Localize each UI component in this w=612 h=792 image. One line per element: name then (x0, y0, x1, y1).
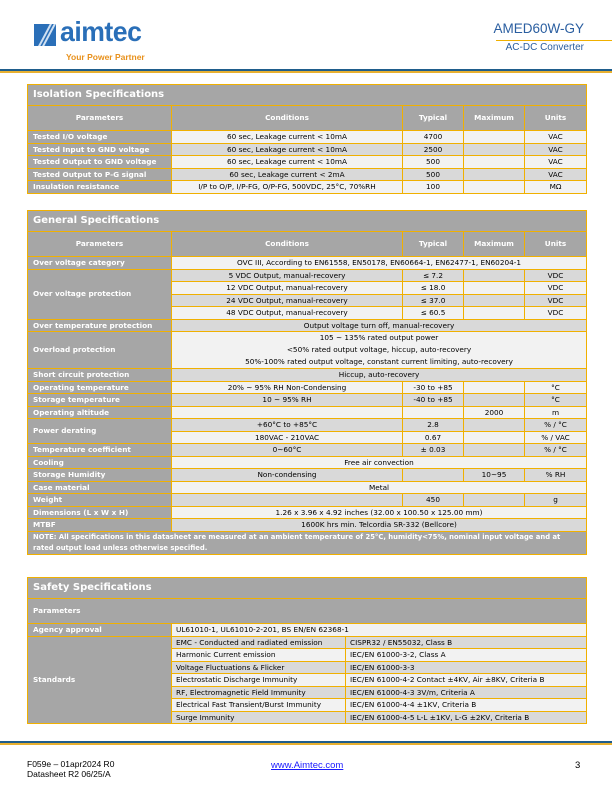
condition: 5 VDC Output, manual-recovery (172, 269, 403, 282)
header-divider (0, 69, 612, 73)
unit: °C (525, 381, 587, 394)
standard-ref: IEC/EN 61000-3-2, Class A (346, 649, 587, 662)
overload-line: <50% rated output voltage, hiccup, auto-recovery (286, 345, 472, 354)
maximum-value (464, 444, 525, 457)
maximum-value (464, 307, 525, 320)
table-row (28, 381, 587, 394)
standard-name: Electrostatic Discharge Immunity (172, 674, 346, 687)
param-label: Case material (28, 481, 172, 494)
page-number: 3 (575, 760, 581, 771)
typical-value: 4700 (403, 131, 464, 144)
unit: m (525, 406, 587, 419)
unit: % / °C (525, 444, 587, 457)
note-row (28, 531, 587, 554)
form-code: F059e – 01apr2024 R0 (27, 759, 115, 769)
table-row (28, 506, 587, 519)
standard-name: Harmonic Current emission (172, 649, 346, 662)
typical-value: -30 to +85 (403, 381, 464, 394)
unit: VAC (525, 168, 587, 181)
merged-value: 1600K hrs min. Telcordia SR-332 (Bellcore) (172, 519, 587, 532)
param-label: Short circuit protection (28, 369, 172, 382)
table-row (28, 519, 587, 532)
table-row (28, 494, 587, 507)
col-header-parameters: Parameters (28, 232, 172, 257)
condition: 180VAC - 210VAC (172, 431, 403, 444)
condition: 60 sec, Leakage current < 10mA (172, 156, 403, 169)
typical-value: 450 (403, 494, 464, 507)
table-row (28, 469, 587, 482)
param-label: Storage temperature (28, 394, 172, 407)
condition: +60°C to +85°C (172, 419, 403, 432)
standard-ref: IEC/EN 61000-4-4 ±1KV, Criteria B (346, 699, 587, 712)
param-label: Tested Output to P-G signal (28, 168, 172, 181)
maximum-value (464, 494, 525, 507)
merged-value: Free air convection (172, 456, 587, 469)
standard-name: Electrical Fast Transient/Burst Immunity (172, 699, 346, 712)
standard-name: Voltage Fluctuations & Flicker (172, 661, 346, 674)
typical-value: 2500 (403, 143, 464, 156)
typical-value: 0.67 (403, 431, 464, 444)
maximum-value (464, 156, 525, 169)
table-row (28, 257, 587, 270)
maximum-value (464, 381, 525, 394)
footer-revision (27, 760, 114, 779)
unit: g (525, 494, 587, 507)
typical-value (403, 469, 464, 482)
logo-tagline: Your Power Partner (66, 52, 145, 62)
typical-value: ≤ 60.5 (403, 307, 464, 320)
maximum-value (464, 181, 525, 194)
footer-divider (0, 741, 612, 745)
table-row (28, 369, 587, 382)
unit: VDC (525, 294, 587, 307)
unit: VDC (525, 269, 587, 282)
col-header-conditions: Conditions (172, 232, 403, 257)
safety-specs-table (27, 577, 587, 724)
condition: 10 ~ 95% RH (172, 394, 403, 407)
param-label: Operating temperature (28, 381, 172, 394)
param-label: Insulation resistance (28, 181, 172, 194)
merged-value (172, 332, 587, 369)
standard-ref: IEC/EN 61000-3-3 (346, 661, 587, 674)
maximum-value (464, 419, 525, 432)
param-label: Tested Input to GND voltage (28, 143, 172, 156)
col-header-units: Units (525, 106, 587, 131)
maximum-value (464, 168, 525, 181)
table-row (28, 332, 587, 369)
condition: 60 sec, Leakage current < 10mA (172, 143, 403, 156)
col-header-units: Units (525, 232, 587, 257)
section-title: Isolation Specifications (28, 85, 587, 106)
condition: 0~60°C (172, 444, 403, 457)
typical-value: 500 (403, 168, 464, 181)
maximum-value (464, 394, 525, 407)
isolation-specs-table (27, 84, 587, 194)
unit: VAC (525, 156, 587, 169)
general-specs-table (27, 210, 587, 555)
table-row (28, 456, 587, 469)
param-label: Operating altitude (28, 406, 172, 419)
standard-name: EMC - Conducted and radiated emission (172, 636, 346, 649)
maximum-value (464, 269, 525, 282)
standard-name: RF, Electromagnetic Field Immunity (172, 686, 346, 699)
param-label: Overload protection (28, 332, 172, 369)
condition (172, 406, 403, 419)
param-label: Cooling (28, 456, 172, 469)
standard-ref: IEC/EN 61000-4-3 3V/m, Criteria A (346, 686, 587, 699)
typical-value: 100 (403, 181, 464, 194)
typical-value: 2.8 (403, 419, 464, 432)
condition: 12 VDC Output, manual-recovery (172, 282, 403, 295)
merged-value: Metal (172, 481, 587, 494)
typical-value: 500 (403, 156, 464, 169)
typical-value (403, 406, 464, 419)
param-label: Weight (28, 494, 172, 507)
unit: °C (525, 394, 587, 407)
aimtec-logo (34, 16, 159, 64)
param-label: Dimensions (L x W x H) (28, 506, 172, 519)
maximum-value (464, 131, 525, 144)
standard-ref: IEC/EN 61000-4-2 Contact ±4KV, Air ±8KV, Criteria B (346, 674, 587, 687)
param-label: Tested I/O voltage (28, 131, 172, 144)
unit: % / °C (525, 419, 587, 432)
typical-value: ± 0.03 (403, 444, 464, 457)
unit: % / VAC (525, 431, 587, 444)
condition: 20% ~ 95% RH Non-Condensing (172, 381, 403, 394)
maximum-value (464, 431, 525, 444)
maximum-value (464, 294, 525, 307)
typical-value: ≤ 18.0 (403, 282, 464, 295)
col-header-parameters: Parameters (28, 106, 172, 131)
param-label: Standards (28, 636, 172, 724)
param-label: Storage Humidity (28, 469, 172, 482)
table-row (28, 156, 587, 169)
condition (172, 494, 403, 507)
model-underline (496, 40, 612, 41)
param-label: MTBF (28, 519, 172, 532)
condition: 48 VDC Output, manual-recovery (172, 307, 403, 320)
param-label: Agency approval (28, 624, 172, 637)
overload-line: 50%-100% rated output voltage, constant current limiting, auto-recovery (245, 357, 513, 366)
merged-value: OVC III, According to EN61558, EN50178, EN60664-1, EN62477-1, EN60204-1 (172, 257, 587, 270)
product-subtitle: AC-DC Converter (505, 42, 584, 53)
col-header-parameters: Parameters (28, 599, 587, 624)
unit: % RH (525, 469, 587, 482)
table-row (28, 394, 587, 407)
col-header-conditions: Conditions (172, 106, 403, 131)
col-header-typical: Typical (403, 232, 464, 257)
table-row (28, 319, 587, 332)
typical-value: -40 to +85 (403, 394, 464, 407)
unit: VAC (525, 143, 587, 156)
table-row (28, 406, 587, 419)
table-row (28, 143, 587, 156)
condition: I/P to O/P, I/P-FG, O/P-FG, 500VDC, 25°C, 70%RH (172, 181, 403, 194)
table-row (28, 419, 587, 432)
unit: VDC (525, 307, 587, 320)
standard-ref: IEC/EN 61000-4-5 L-L ±1KV, L-G ±2KV, Criteria B (346, 711, 587, 724)
condition: 60 sec, Leakage current < 2mA (172, 168, 403, 181)
section-title: General Specifications (28, 211, 587, 232)
param-label: Over voltage category (28, 257, 172, 270)
col-header-maximum: Maximum (464, 106, 525, 131)
standard-ref: CISPR32 / EN55032, Class B (346, 636, 587, 649)
aimtec-logo-icon (34, 24, 56, 46)
overload-line: 105 ~ 135% rated output power (319, 333, 439, 342)
unit: VAC (525, 131, 587, 144)
standard-name: Surge Immunity (172, 711, 346, 724)
table-row (28, 624, 587, 637)
param-label: Temperature coefficient (28, 444, 172, 457)
unit: MΩ (525, 181, 587, 194)
condition: 24 VDC Output, manual-recovery (172, 294, 403, 307)
col-header-typical: Typical (403, 106, 464, 131)
table-row (28, 444, 587, 457)
table-row (28, 481, 587, 494)
table-row (28, 636, 587, 649)
table-row (28, 131, 587, 144)
general-note: NOTE: All specifications in this datasheet are measured at an ambient temperature of 25°C, humidity<75%, nominal input voltage and at rated output load unless otherwise specified. (28, 531, 587, 554)
typical-value: ≤ 37.0 (403, 294, 464, 307)
section-title: Safety Specifications (28, 578, 587, 599)
maximum-value (464, 282, 525, 295)
merged-value: Output voltage turn off, manual-recovery (172, 319, 587, 332)
col-header-maximum: Maximum (464, 232, 525, 257)
datasheet-revision: Datasheet R2 06/25/A (27, 768, 111, 779)
condition: 60 sec, Leakage current < 10mA (172, 131, 403, 144)
condition: Non-condensing (172, 469, 403, 482)
maximum-value: 2000 (464, 406, 525, 419)
table-row (28, 181, 587, 194)
maximum-value (464, 143, 525, 156)
param-label: Tested Output to GND voltage (28, 156, 172, 169)
maximum-value: 10~95 (464, 469, 525, 482)
agency-value: UL61010-1, UL61010-2-201, BS EN/EN 62368-1 (172, 624, 587, 637)
param-label: Power derating (28, 419, 172, 444)
model-number: AMED60W-GY (493, 21, 584, 36)
website-link[interactable]: www.Aimtec.com (271, 760, 344, 771)
merged-value: 1.26 x 3.96 x 4.92 inches (32.00 x 100.50 x 125.00 mm) (172, 506, 587, 519)
param-label: Over temperature protection (28, 319, 172, 332)
table-row (28, 269, 587, 282)
unit: VDC (525, 282, 587, 295)
param-label: Over voltage protection (28, 269, 172, 319)
typical-value: ≤ 7.2 (403, 269, 464, 282)
logo-text: aimtec (60, 16, 142, 47)
merged-value: Hiccup, auto-recovery (172, 369, 587, 382)
table-row (28, 168, 587, 181)
